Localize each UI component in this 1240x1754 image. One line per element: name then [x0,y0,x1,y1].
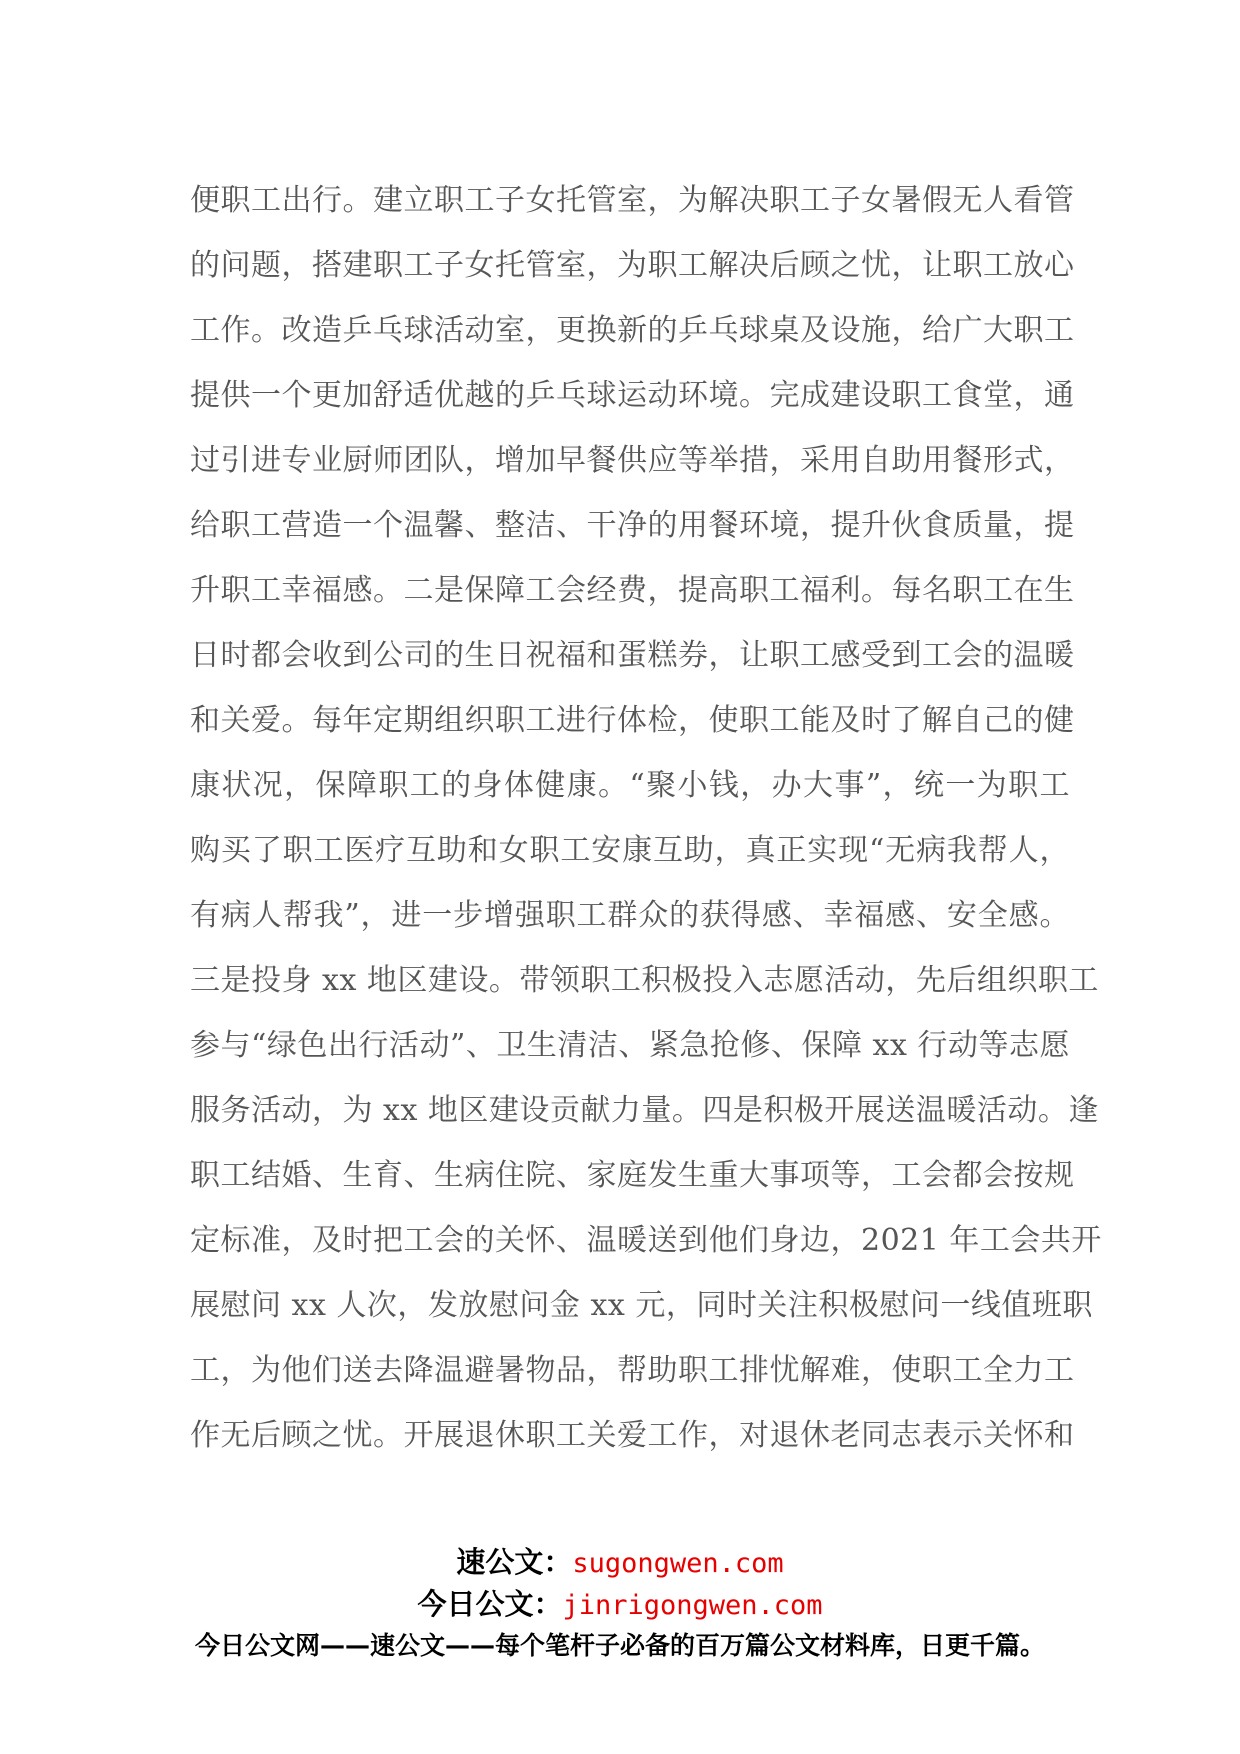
body-line: 服务活动，为 xx 地区建设贡献力量。四是积极开展送温暖活动。逢 [190,1093,1099,1128]
footer-slogan [0,1626,1240,1662]
footer-slogan-text: 今日公文网——速公文——每个笔杆子必备的百万篇公文材料库，日更千篇。 [194,1631,1045,1660]
body-line: 提供一个更加舒适优越的乒乓球运动环境。完成建设职工食堂，通 [190,378,1075,413]
document-body [190,168,1102,1468]
body-line: 工作。改造乒乓球活动室，更换新的乒乓球桌及设施，给广大职工 [190,313,1075,348]
body-line: 便职工出行。建立职工子女托管室，为解决职工子女暑假无人看管 [190,183,1075,218]
footer-link-sugongwen[interactable]: sugongwen.com [572,1548,784,1579]
body-line: 作无后顾之忧。开展退休职工关爱工作，对退休老同志表示关怀和 [190,1418,1075,1453]
footer-sugongwen [0,1540,1240,1581]
body-line: 三是投身 xx 地区建设。带领职工积极投入志愿活动，先后组织职工 [190,963,1099,998]
body-line: 和关爱。每年定期组织职工进行体检，使职工能及时了解自己的健 [190,703,1075,738]
body-line: 康状况，保障职工的身体健康。“聚小钱，办大事”，统一为职工 [190,768,1070,803]
body-line: 展慰问 xx 人次，发放慰问金 xx 元，同时关注积极慰问一线值班职 [190,1288,1093,1323]
body-line: 参与“绿色出行活动”、卫生清洁、紧急抢修、保障 xx 行动等志愿 [190,1028,1070,1063]
body-line: 购买了职工医疗互助和女职工安康互助，真正实现“无病我帮人， [190,833,1070,868]
footer-jinrigongwen [0,1582,1240,1623]
footer-label-sugongwen: 速公文： [456,1545,573,1579]
footer-label-jinrigongwen: 今日公文： [417,1587,563,1621]
body-line: 升职工幸福感。二是保障工会经费，提高职工福利。每名职工在生 [190,573,1075,608]
body-line: 有病人帮我”，进一步增强职工群众的获得感、幸福感、安全感。 [190,898,1070,933]
body-line: 过引进专业厨师团队，增加早餐供应等举措，采用自助用餐形式， [190,443,1075,478]
body-line: 日时都会收到公司的生日祝福和蛋糕券，让职工感受到工会的温暖 [190,638,1075,673]
body-line: 给职工营造一个温馨、整洁、干净的用餐环境，提升伙食质量，提 [190,508,1075,543]
body-line: 的问题，搭建职工子女托管室，为职工解决后顾之忧，让职工放心 [190,248,1075,283]
footer-link-jinrigongwen[interactable]: jinrigongwen.com [562,1590,823,1621]
body-line: 职工结婚、生育、生病住院、家庭发生重大事项等，工会都会按规 [190,1158,1075,1193]
body-line: 定标准，及时把工会的关怀、温暖送到他们身边，2021 年工会共开 [190,1223,1102,1258]
body-line: 工，为他们送去降温避暑物品，帮助职工排忧解难，使职工全力工 [190,1353,1075,1388]
